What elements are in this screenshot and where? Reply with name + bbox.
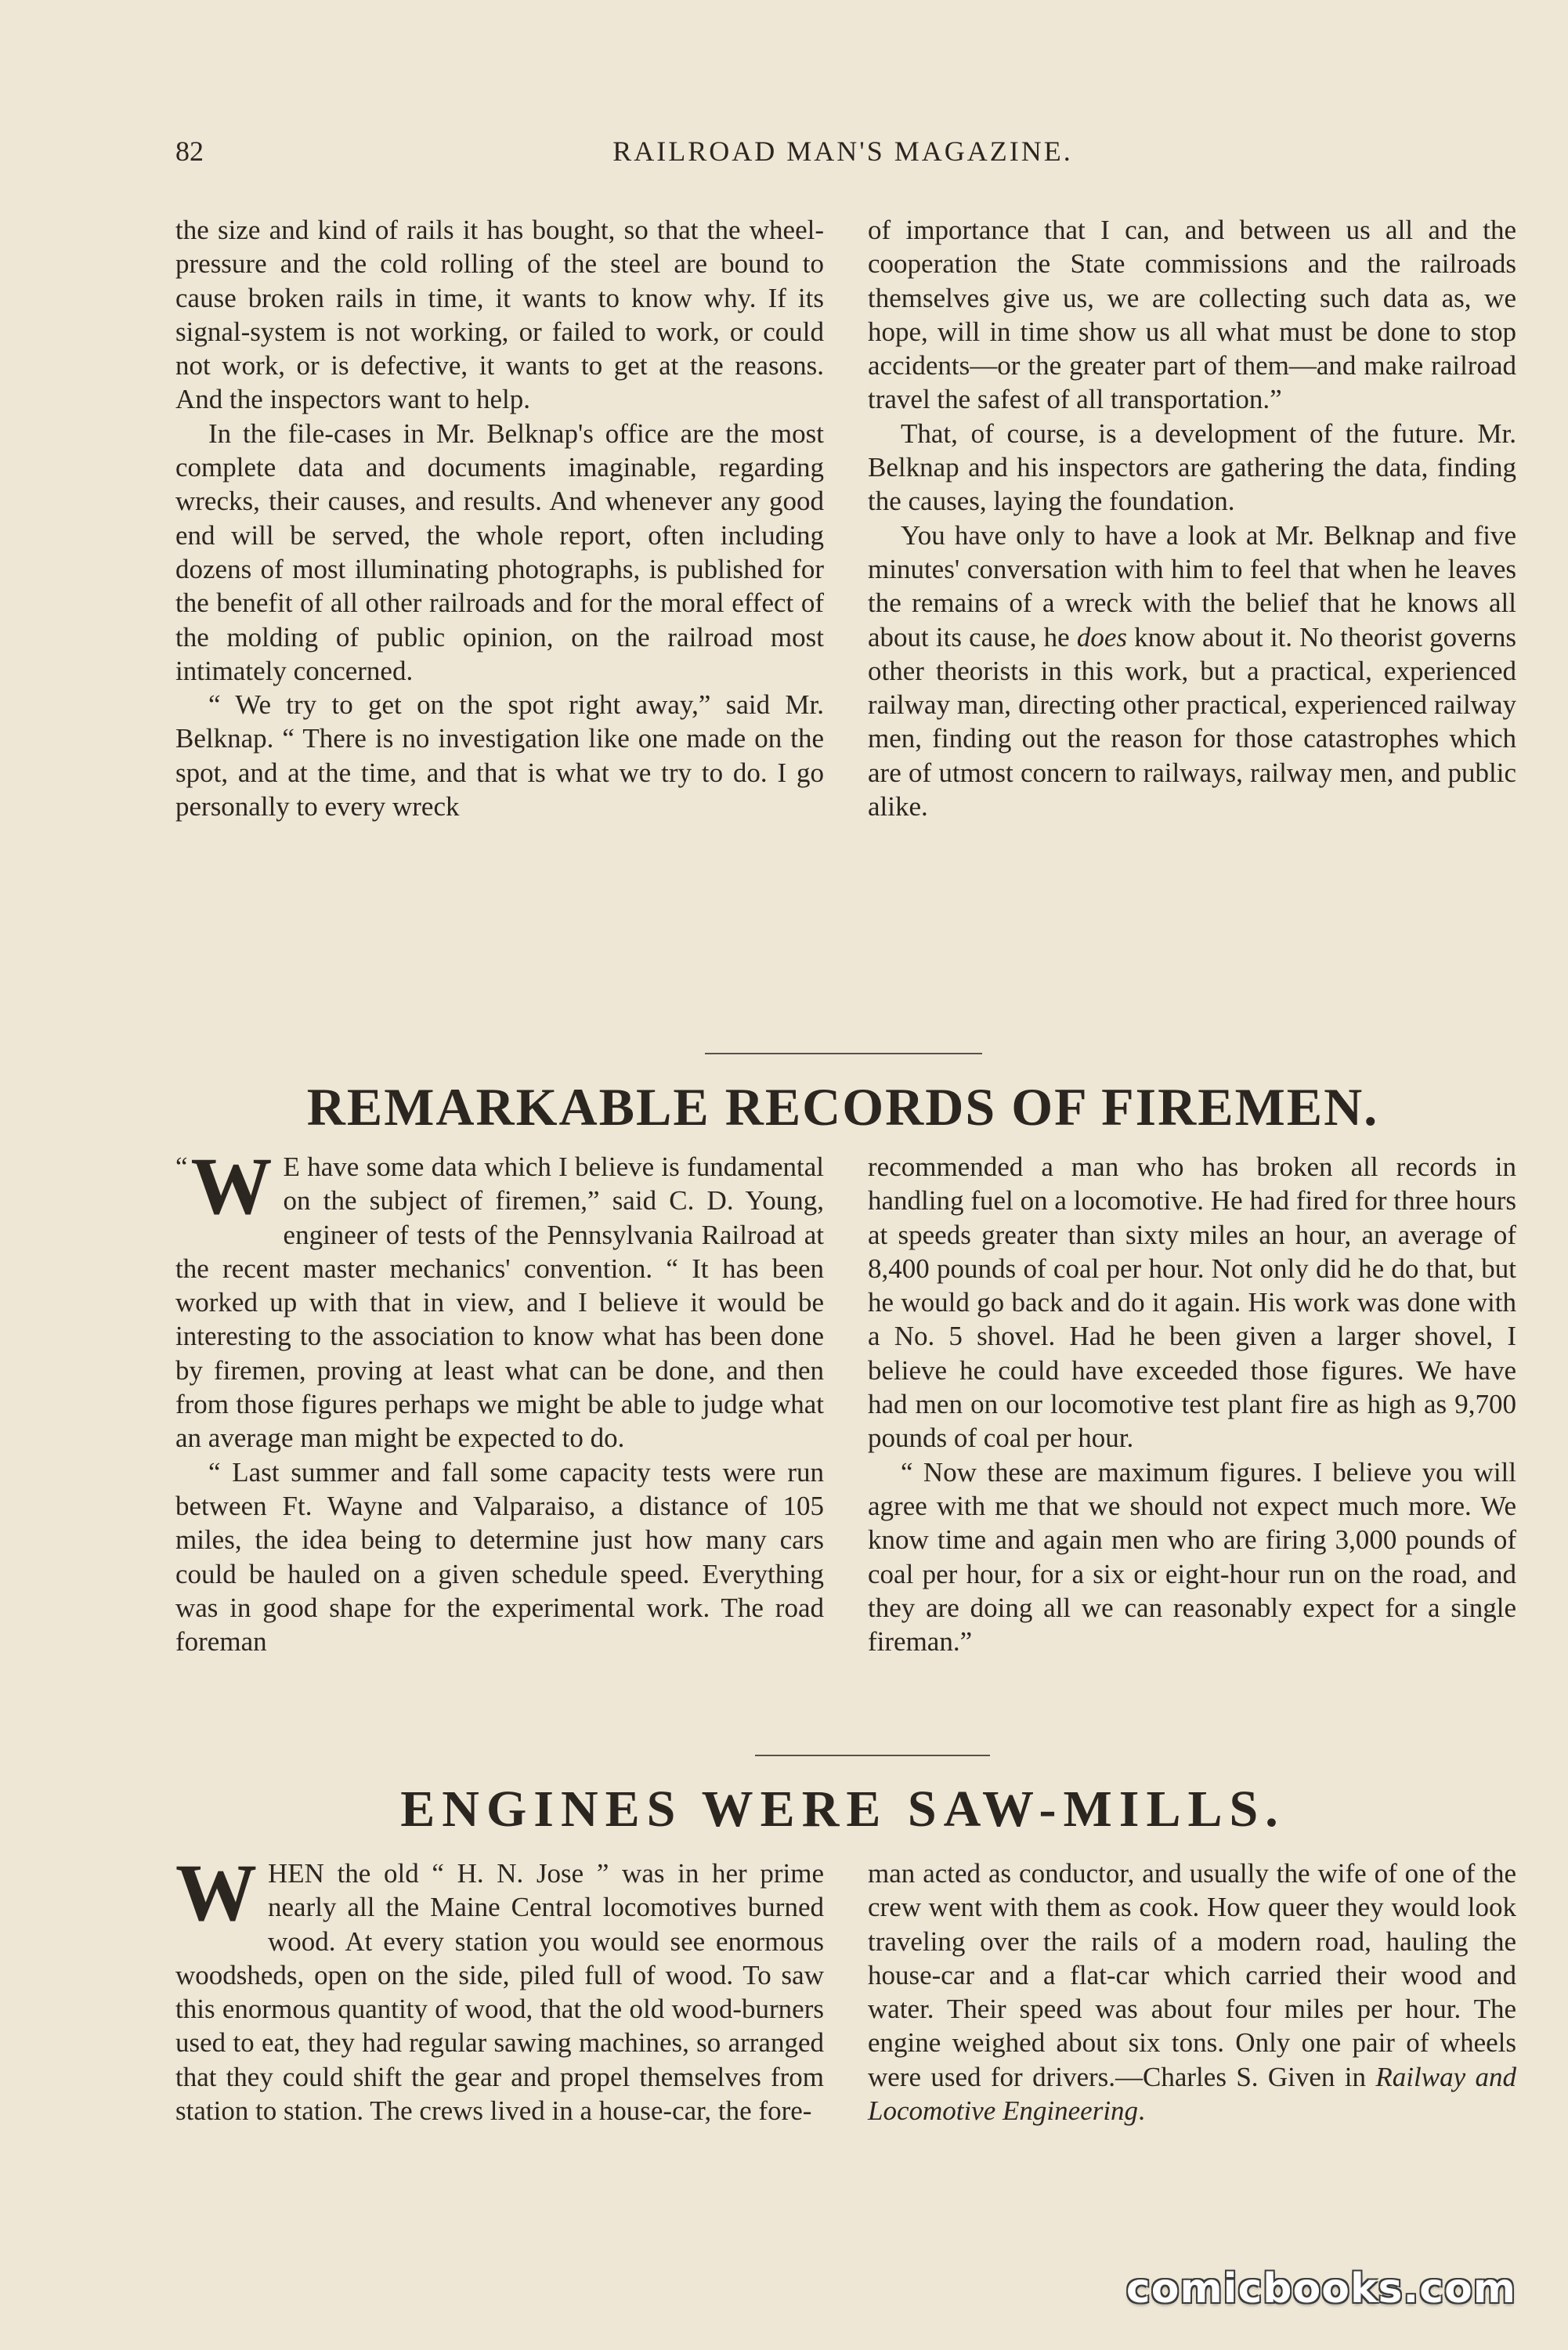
- drop-cap: W: [190, 1141, 273, 1231]
- running-head: [175, 135, 1510, 182]
- article2-paragraph: “ Now these are maximum figures. I believe you will agree with me that we should not expect much more. We know time and again men who are firing 3,000 pounds of coal per hour, for a six or eight-hour run on the road, and they are doing all we can reasonably expect for a single fireman.”: [868, 1456, 1516, 1658]
- article2-paragraph: “ W E have some data which I believe is fundamental on the subject of firemen,” said C. D. Young, engineer of tests of the Pennsylvania Railroad at the recent master mechanics' convention. “ It has been worked up with that in view, and I believe it would be interesting to the association to know what has been done by firemen, proving at least what can be done, and then from those figures perhaps we might be able to judge what an average man might be expected to do.: [175, 1141, 824, 1454]
- article2-right-column: [868, 1150, 1516, 1658]
- article1-paragraph: of importance that I can, and between us all and the cooperation the State commissions and the railroads themselves give us, we are collecting such data as, we hope, will in time show us all what must be done to stop accidents—or the greater part of them—and make railroad travel the safest of all transportation.”: [868, 215, 1516, 415]
- drop-cap: W: [175, 1848, 257, 1938]
- watermark: comicbooks.com: [1125, 2265, 1516, 2312]
- open-quote: “: [175, 1152, 188, 1182]
- article3-right-column: [868, 1856, 1516, 2128]
- article1-paragraph: That, of course, is a development of the future. Mr. Belknap and his inspectors are gathering the data, finding the causes, laying the foundation.: [868, 418, 1516, 517]
- article3-left-column: [175, 1848, 824, 2128]
- article2-left-column: [175, 1141, 824, 1658]
- headline-engines-saw-mills: ENGINES WERE SAW-MILLS.: [400, 1781, 1285, 1838]
- article2-paragraph: “ Last summer and fall some capacity tests were run between Ft. Wayne and Valparaiso, a distance of 105 miles, the idea being to determine just how many cars could be hauled on a given schedule speed. Everything was in good shape for the experimental work. The road foreman: [175, 1456, 824, 1658]
- headline-remarkable-records: REMARKABLE RECORDS OF FIREMEN.: [306, 1077, 1379, 1137]
- article1-paragraph: In the file-cases in Mr. Belknap's office are the most complete data and documents imaginable, regarding wrecks, their causes, and results. And whenever any good end will be served, the whole report, often including dozens of most illuminating photographs, is published for the benefit of all other railroads and for the moral effect of the molding of public opinion, on the railroad most intimately concerned.: [175, 418, 824, 686]
- article2-paragraph: recommended a man who has broken all records in handling fuel on a locomotive. He had fired for three hours at speeds greater than sixty miles an hour, an average of 8,400 pounds of coal per hour. Not only did he do that, but he would go back and do it again. His work was done with a No. 5 shovel. Had he been given a larger shovel, I believe he could have exceeded those figures. We have had men on our locomotive test plant fire as high as 9,700 pounds of coal per hour.: [868, 1152, 1516, 1454]
- article3-paragraph: WHEN the old “ H. N. Jose ” was in her prime nearly all the Maine Central locomotives burned wood. At every station you would see enormous woodsheds, open on the side, piled full of wood. To saw this enormous quantity of wood, that the old wood-burners used to eat, they had regular sawing machines, so arranged that they could shift the gear and propel themselves from station to station. The crews lived in a house-car, the fore-: [175, 1848, 824, 2127]
- article1-paragraph: the size and kind of rails it has bought, so that the wheel-pressure and the cold rolling of the steel are bound to cause broken rails in time, it wants to know why. If its signal-system is not working, or failed to work, or could not work, or is defective, it wants to get at the reasons. And the inspectors want to help.: [175, 215, 824, 415]
- emphasis-does: does: [1076, 621, 1127, 653]
- citation-title: Railway and Locomotive Engineering: [868, 2061, 1516, 2127]
- article1-right-column: [868, 213, 1516, 823]
- article1-paragraph: “ We try to get on the spot right away,” said Mr. Belknap. “ There is no investigation like one made on the spot, and at the time, and that is what we try to do. I go personally to every wreck: [175, 689, 824, 822]
- section-divider: [705, 1053, 982, 1054]
- article1-left-column: [175, 213, 824, 823]
- article1-paragraph: You have only to have a look at Mr. Belknap and five minutes' conversation with him to feel that when he leaves the remains of a wreck with the belief that he knows all about its cause, he does know about it. No theorist governs other theorists in this work, but a practical, experienced railway man, directing other practical, experienced railway men, finding out the reason for those catastrophes which are of utmost concern to railways, railway men, and public alike.: [868, 519, 1516, 822]
- page-number: 82: [175, 136, 204, 167]
- article3-paragraph: man acted as conductor, and usually the wife of one of the crew went with them as cook. How queer they would look traveling over the rails of a modern road, hauling the house-car and a flat-car which carried their wood and water. Their speed was about four miles per hour. The engine weighed about six tons. Only one pair of wheels were used for drivers.—Charles S. Given in Railway and Locomotive Engineering.: [868, 1858, 1516, 2127]
- magazine-title: RAILROAD MAN'S MAGAZINE.: [612, 136, 1073, 167]
- section-divider: [755, 1755, 990, 1756]
